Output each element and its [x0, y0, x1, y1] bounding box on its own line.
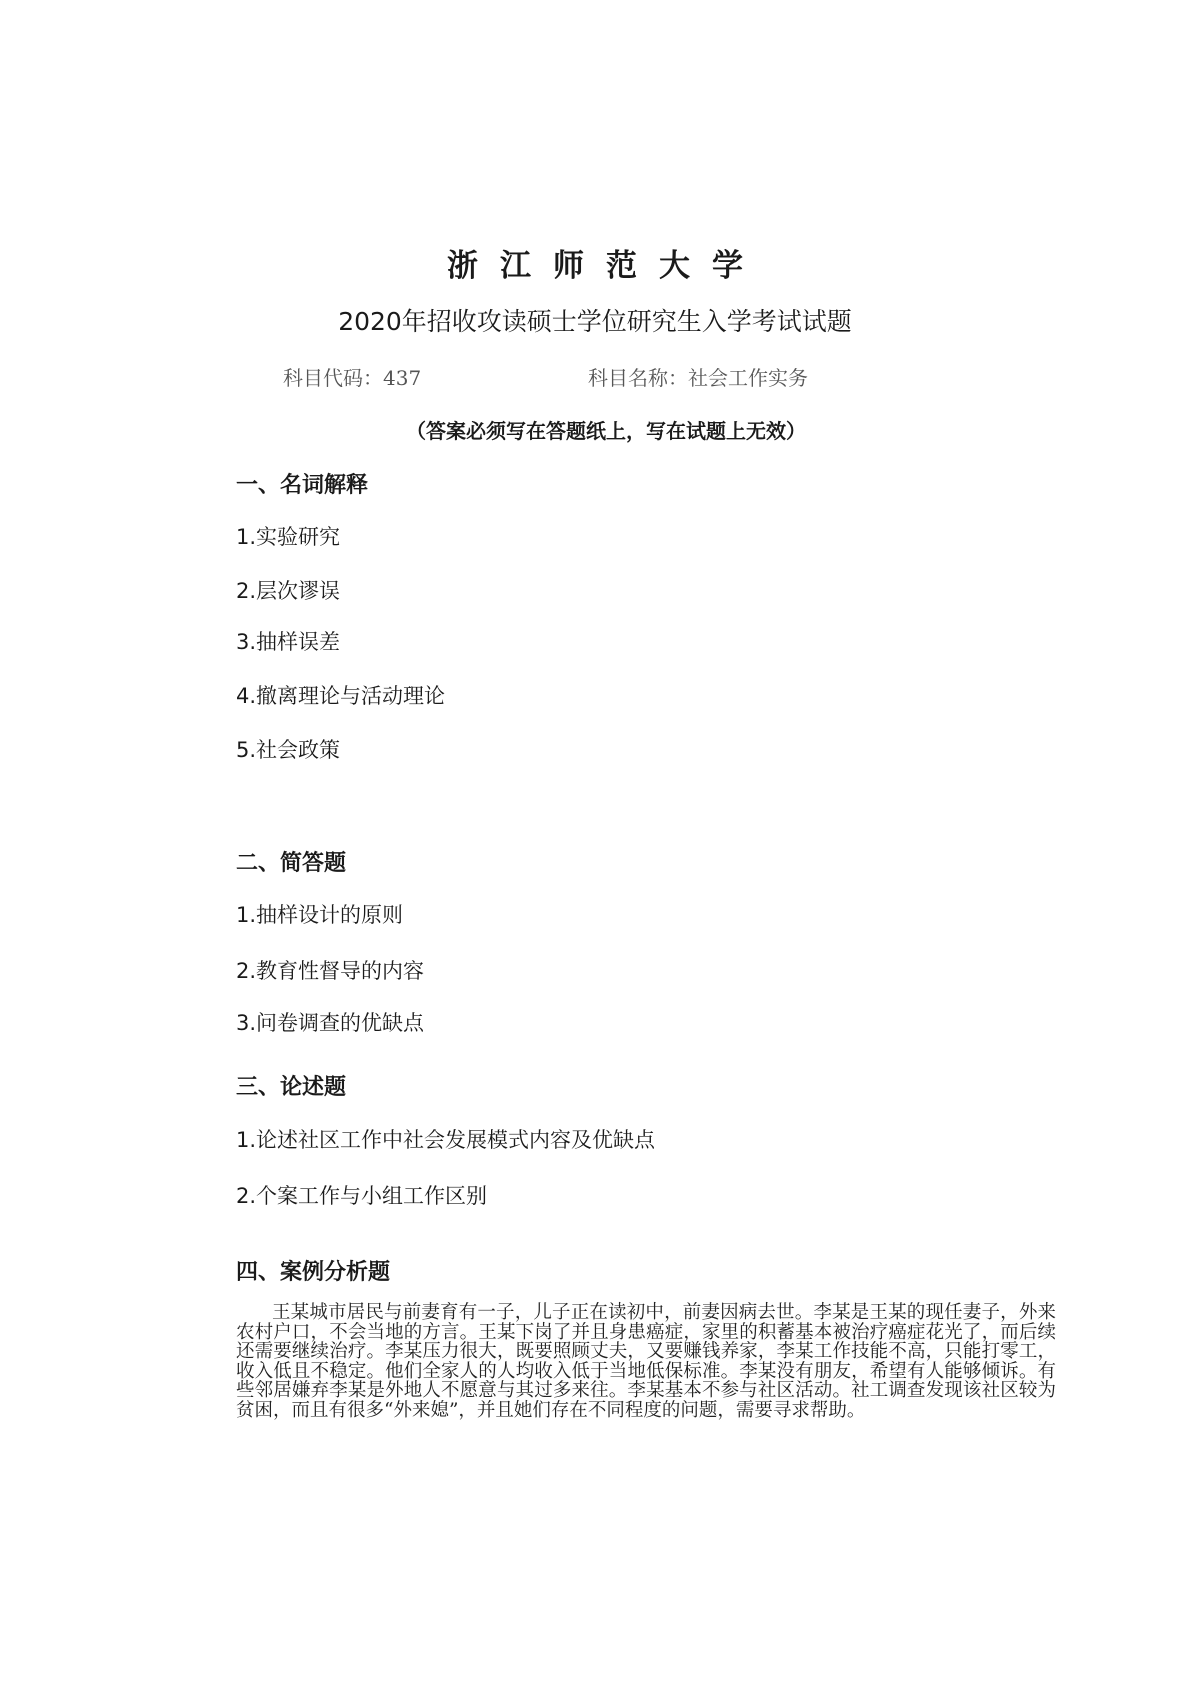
question-item: 1.论述社区工作中社会发展模式内容及优缺点	[236, 1128, 656, 1152]
exam-title: 2020年招收攻读硕士学位研究生入学考试试题	[338, 307, 852, 336]
section-heading-3: 三、论述题	[236, 1075, 347, 1100]
question-item: 1.实验研究	[236, 525, 341, 549]
section-heading-4: 四、案例分析题	[236, 1260, 391, 1285]
question-item: 3.问卷调查的优缺点	[236, 1011, 425, 1035]
case-study-text: 王某城市居民与前妻育有一子，儿子正在读初中，前妻因病去世。李某是王某的现任妻子，外来农村户口，不会当地的方言。王某下岗了并且身患癌症，家里的积蓄基本被治疗癌症花光了，而后续还需要继续治疗。李某压力很大，既要照顾丈夫，又要赚钱养家，李某工作技能不高，只能打零工，收入低且不稳定。他们全家人的人均收入低于当地低保标准。李某没有朋友，希望有人能够倾诉。有些邻居嫌弃李某是外地人不愿意与其过多来往。李某基本不参与社区活动。社工调查发现该社区较为贫困，而且有很多“外来媳”，并且她们存在不同程度的问题，需要寻求帮助。	[236, 1302, 1056, 1421]
university-title: 浙江师范大学	[447, 248, 765, 284]
question-item: 1.抽样设计的原则	[236, 903, 404, 927]
question-item: 2.教育性督导的内容	[236, 959, 425, 983]
question-item: 5.社会政策	[236, 738, 341, 762]
question-item: 2.个案工作与小组工作区别	[236, 1184, 488, 1208]
section-heading-2: 二、简答题	[236, 851, 347, 876]
subject-code: 科目代码：437	[283, 366, 422, 390]
answer-notice: （答案必须写在答题纸上，写在试题上无效）	[406, 419, 806, 443]
section-heading-1: 一、名词解释	[236, 473, 369, 498]
question-item: 2.层次谬误	[236, 579, 341, 603]
question-item: 3.抽样误差	[236, 630, 341, 654]
question-item: 4.撤离理论与活动理论	[236, 684, 446, 708]
subject-name: 科目名称：社会工作实务	[588, 366, 808, 390]
